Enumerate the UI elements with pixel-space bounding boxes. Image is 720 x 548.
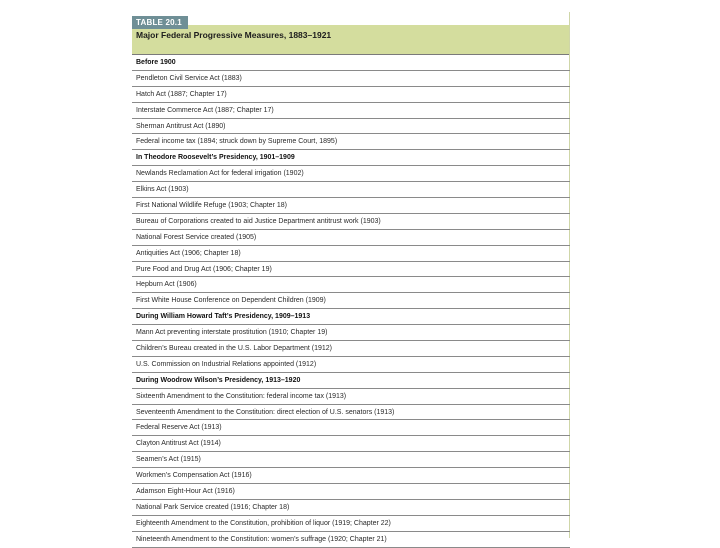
- table-row: Bureau of Corporations created to aid Justice Department antitrust work (1903): [132, 214, 570, 230]
- table-row: Children’s Bureau created in the U.S. Labor Department (1912): [132, 341, 570, 357]
- table-row: Hepburn Act (1906): [132, 277, 570, 293]
- table-row: Adamson Eight-Hour Act (1916): [132, 484, 570, 500]
- table-row: Newlands Reclamation Act for federal irrigation (1902): [132, 166, 570, 182]
- table-row: Interstate Commerce Act (1887; Chapter 17): [132, 103, 570, 119]
- table-row: Mann Act preventing interstate prostitution (1910; Chapter 19): [132, 325, 570, 341]
- table-title: Major Federal Progressive Measures, 1883–1921: [136, 30, 332, 40]
- table-row: National Forest Service created (1905): [132, 230, 570, 246]
- table-row: Hatch Act (1887; Chapter 17): [132, 87, 570, 103]
- table-label-row: [132, 12, 569, 25]
- table-row: Federal income tax (1894; struck down by Supreme Court, 1895): [132, 134, 570, 150]
- table-section-header: During William Howard Taft’s Presidency, 1909–1913: [132, 309, 570, 325]
- table-section-header: In Theodore Roosevelt’s Presidency, 1901–1909: [132, 150, 570, 166]
- table-row: Antiquities Act (1906; Chapter 18): [132, 246, 570, 262]
- table-row: Sherman Antitrust Act (1890): [132, 119, 570, 135]
- table-row: Nineteenth Amendment to the Constitution: women’s suffrage (1920; Chapter 21): [132, 532, 570, 548]
- table-body: [132, 55, 570, 548]
- table-row: Pendleton Civil Service Act (1883): [132, 71, 570, 87]
- table-row: First White House Conference on Dependent Children (1909): [132, 293, 570, 309]
- table-row: Workmen’s Compensation Act (1916): [132, 468, 570, 484]
- table-section-header: Before 1900: [132, 55, 570, 71]
- table-row: First National Wildlife Refuge (1903; Chapter 18): [132, 198, 570, 214]
- table-row: Federal Reserve Act (1913): [132, 420, 570, 436]
- table-number-label: TABLE 20.1: [132, 16, 188, 29]
- table-row: National Park Service created (1916; Chapter 18): [132, 500, 570, 516]
- table-row: Pure Food and Drug Act (1906; Chapter 19): [132, 262, 570, 278]
- table-row: Sixteenth Amendment to the Constitution: federal income tax (1913): [132, 389, 570, 405]
- table-title-bar: [132, 25, 569, 55]
- table-section-header: During Woodrow Wilson’s Presidency, 1913–1920: [132, 373, 570, 389]
- table-row: Seventeenth Amendment to the Constitution: direct election of U.S. senators (1913): [132, 405, 570, 421]
- table-row: U.S. Commission on Industrial Relations appointed (1912): [132, 357, 570, 373]
- progressive-measures-table: [132, 12, 570, 543]
- table-row: Seamen’s Act (1915): [132, 452, 570, 468]
- table-row: Elkins Act (1903): [132, 182, 570, 198]
- table-row: Clayton Antitrust Act (1914): [132, 436, 570, 452]
- table-row: Eighteenth Amendment to the Constitution, prohibition of liquor (1919; Chapter 22): [132, 516, 570, 532]
